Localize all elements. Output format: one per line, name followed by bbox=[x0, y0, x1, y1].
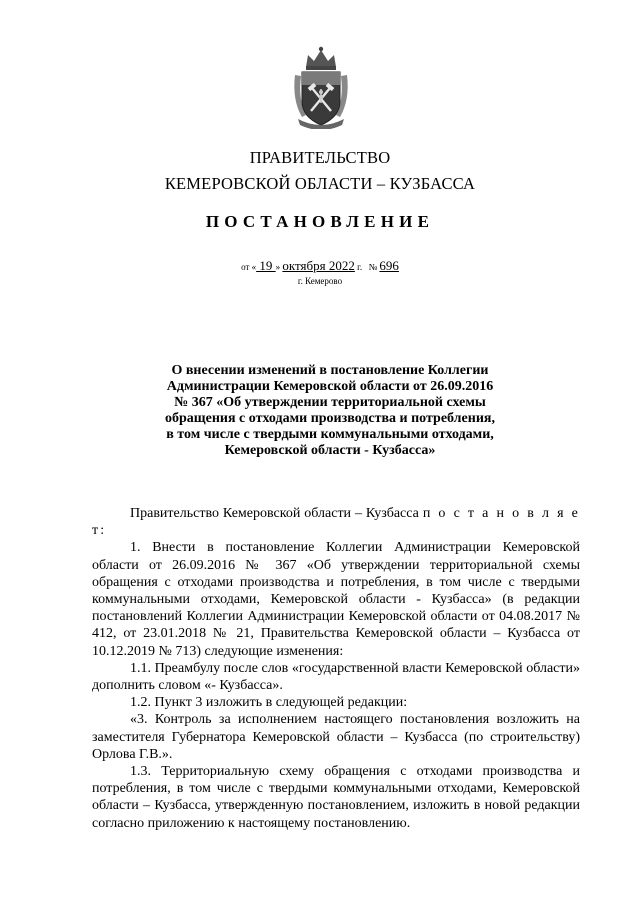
number-prefix: № bbox=[368, 262, 380, 272]
document-number: 696 bbox=[379, 258, 399, 273]
coat-of-arms-emblem bbox=[292, 45, 350, 129]
date-month-year: октября 2022 bbox=[282, 258, 355, 273]
date-mid: » bbox=[275, 262, 283, 272]
date-year-suffix: г. bbox=[354, 262, 363, 272]
intro-spaced-verb: п о с т а н о в л я е т: bbox=[92, 506, 580, 539]
date-number-line bbox=[0, 258, 640, 274]
subject-line: Кемеровской области - Кузбасса» bbox=[224, 443, 436, 458]
subject-line: Администрации Кемеровской области от 26.09.2016 bbox=[166, 379, 494, 394]
subject-line: обращения с отходами производства и потребления, bbox=[165, 411, 495, 426]
paragraph-1-2: 1.2. Пункт 3 изложить в следующей редакции: bbox=[130, 695, 408, 711]
subject-line: в том числе с твердыми коммунальными отходами, bbox=[166, 427, 494, 442]
document-subject bbox=[140, 363, 520, 459]
government-title-line1: ПРАВИТЕЛЬСТВО bbox=[249, 148, 391, 167]
subject-line: О внесении изменений в постановление Коллегии bbox=[171, 363, 489, 378]
date-prefix: от « bbox=[241, 262, 257, 272]
paragraph-1-3: 1.3. Территориальную схему обращения с отходами производства и потребления, в том числе с твердыми коммунальными отходами, Кемеровской области – Кузбасса, утвержденную постановлением, изложить в новой редакции согласно приложению к настоящему постановлению. bbox=[92, 764, 580, 831]
city-label: г. Кемерово bbox=[297, 276, 343, 286]
subject-line: № 367 «Об утверждении территориальной схемы bbox=[174, 395, 486, 410]
paragraph-1-2-quote: «3. Контроль за исполнением настоящего постановления возложить на заместителя Губернатора Кемеровской области – Кузбасса (по строительству) Орлова Г.В.». bbox=[92, 712, 580, 762]
government-title-line2: КЕМЕРОВСКОЙ ОБЛАСТИ – КУЗБАССА bbox=[164, 174, 476, 193]
intro-text: Правительство Кемеровской области – Кузбасса bbox=[130, 506, 423, 521]
document-type-title: ПОСТАНОВЛЕНИЕ bbox=[205, 212, 435, 231]
date-day: 19 bbox=[256, 258, 276, 273]
paragraph-1: 1. Внести в постановление Коллегии Администрации Кемеровской области от 26.09.2016 № 367 «Об утверждении территориальной схемы обращения с отходами производства и потребления, в том числе с твердыми коммунальными отходами, Кемеровской области - Кузбасса» (в редакции постановлений Коллегии Администрации Кемеровской области от 04.08.2017 № 412, от 23.01.2018 № 21, Правительства Кемеровской области – Кузбасса от 10.12.2019 № 713) следующие изменения: bbox=[92, 540, 580, 659]
paragraph-1-1: 1.1. Преамбулу после слов «государственной власти Кемеровской области» дополнить словом «- Кузбасса». bbox=[92, 660, 580, 694]
document-body bbox=[92, 505, 580, 832]
resolution-intro bbox=[92, 505, 580, 539]
